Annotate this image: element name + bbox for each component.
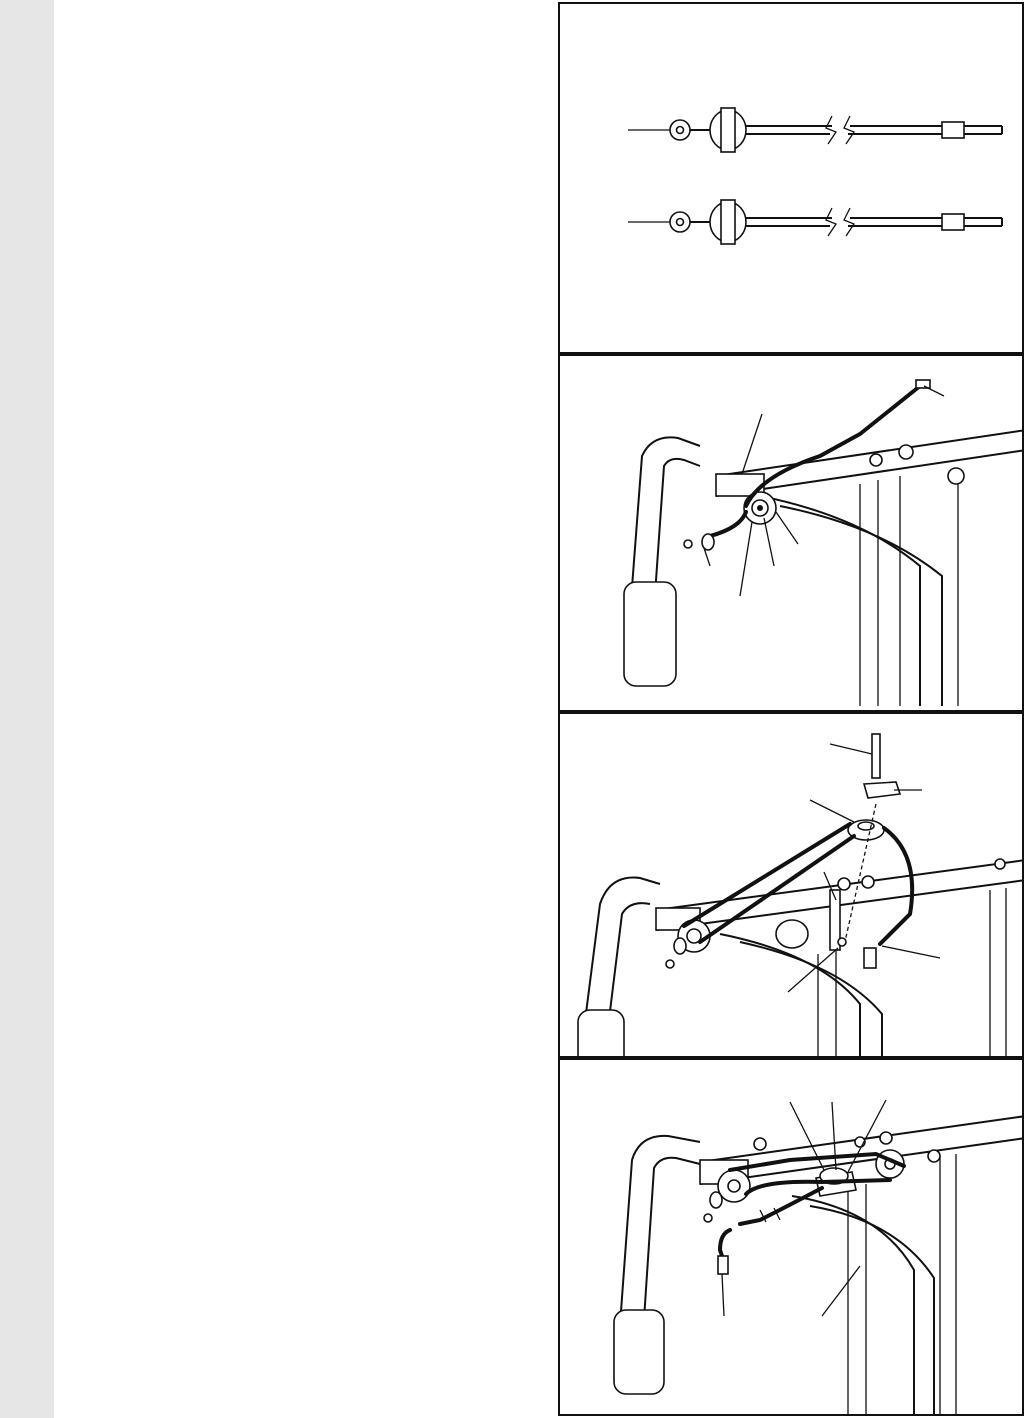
figure-cable-routing-complete: [558, 1058, 1024, 1416]
callout-line: [788, 948, 838, 992]
bolt: [870, 454, 882, 466]
figure-pulley-install-front: [558, 354, 1024, 712]
page-side-strip: [0, 0, 54, 1418]
callout-line: [764, 518, 774, 566]
pulley-install-drawing: [560, 356, 1024, 712]
cable-1: [628, 108, 1002, 152]
cable-stop-ball: [702, 534, 714, 550]
knob: [948, 468, 964, 484]
callout-line: [740, 522, 752, 596]
cable-2: [628, 200, 1002, 244]
callout-line: [830, 744, 872, 754]
figure-cable-parts: [558, 2, 1024, 354]
callout-line: [882, 946, 940, 958]
callout-line: [776, 512, 798, 544]
callout-line: [822, 1266, 860, 1316]
handle-grip: [578, 1010, 624, 1058]
callout-line: [924, 386, 944, 396]
cable-end-ferrule: [718, 1256, 728, 1274]
pulley: [776, 920, 808, 948]
cable-routing-drawing: [560, 1060, 1024, 1416]
cable-end-ferrule: [864, 948, 876, 968]
callout-line: [832, 1102, 836, 1170]
bracket-install-drawing: [560, 714, 1024, 1058]
nut: [838, 938, 846, 946]
bolt: [899, 445, 913, 459]
figure-pulley-install-bracket: [558, 712, 1024, 1058]
handle-grip: [614, 1310, 664, 1394]
callout-line: [810, 800, 854, 822]
cable-assembly-drawing: [560, 4, 1024, 354]
cable-end-ferrule: [942, 122, 964, 138]
callout-line: [722, 1274, 724, 1316]
bolt-long: [872, 734, 880, 778]
handle-grip: [624, 582, 676, 686]
callout-line: [742, 414, 762, 474]
